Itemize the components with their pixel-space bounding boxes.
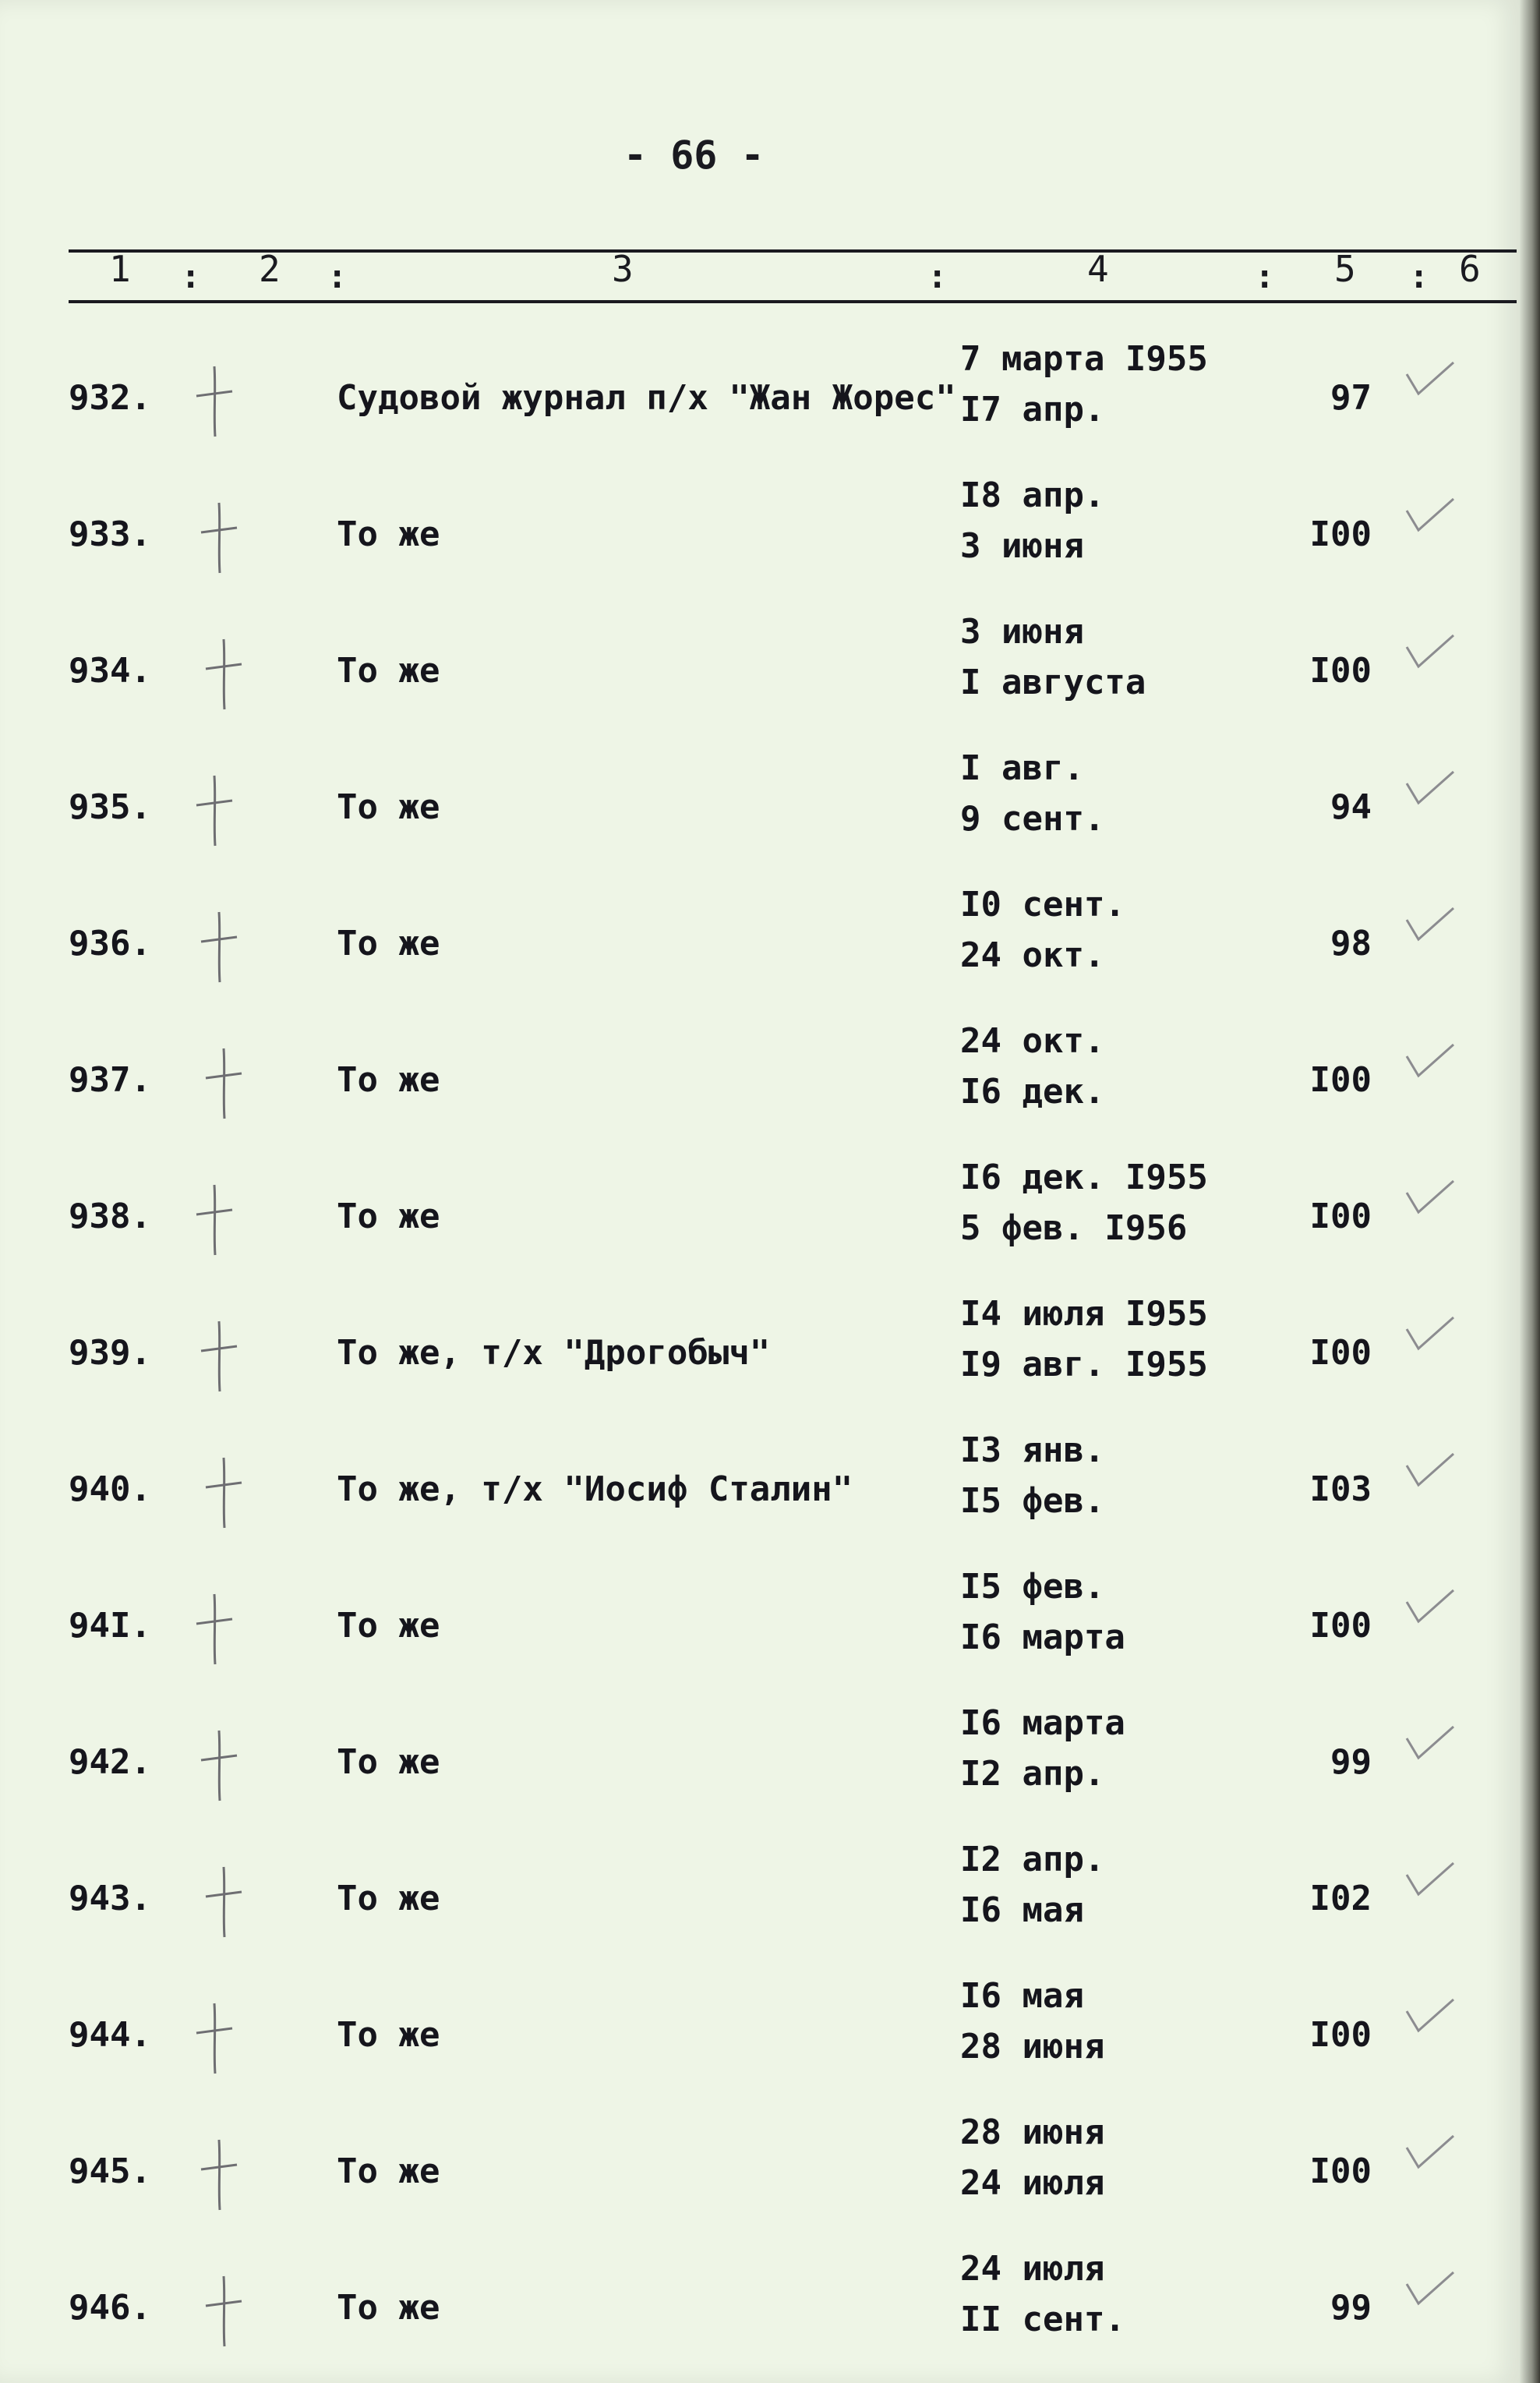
sheet-count: I00 bbox=[1309, 1197, 1372, 1236]
row-title: То же bbox=[337, 2015, 440, 2055]
row-title: То же bbox=[337, 1197, 440, 1236]
header-col-1: 1 bbox=[109, 248, 131, 290]
header-col-6: 6 bbox=[1459, 248, 1481, 290]
row-title: То же bbox=[337, 924, 440, 963]
checkmark-icon bbox=[1399, 487, 1461, 542]
header-separator: : bbox=[1255, 257, 1275, 295]
row-title: То же bbox=[337, 1742, 440, 1782]
table-row bbox=[0, 1017, 1520, 1150]
handwritten-cross-mark bbox=[179, 2132, 249, 2218]
date-to: 5 фев. I956 bbox=[960, 1208, 1188, 1248]
row-number: 943. bbox=[69, 1879, 151, 1918]
table-row bbox=[0, 1699, 1520, 1832]
table-row bbox=[0, 1290, 1520, 1423]
sheet-count: 99 bbox=[1330, 2288, 1372, 2328]
handwritten-cross-mark bbox=[179, 359, 249, 444]
table-row bbox=[0, 1427, 1520, 1559]
handwritten-cross-mark bbox=[179, 2268, 249, 2354]
header-col-4: 4 bbox=[1087, 248, 1109, 290]
header-separator: : bbox=[327, 257, 348, 295]
date-from: I6 мая bbox=[960, 1976, 1084, 2016]
checkmark-icon bbox=[1399, 1579, 1461, 1633]
checkmark-icon bbox=[1399, 2261, 1461, 2315]
date-to: 9 сент. bbox=[960, 799, 1105, 839]
sheet-count: I00 bbox=[1309, 2015, 1372, 2055]
checkmark-icon bbox=[1399, 1306, 1461, 1360]
table-row bbox=[0, 881, 1520, 1013]
date-from: I0 сент. bbox=[960, 885, 1125, 925]
handwritten-cross-mark bbox=[179, 1859, 249, 1945]
date-from: 24 июля bbox=[960, 2249, 1105, 2289]
row-title: То же, т/х "Иосиф Сталин" bbox=[337, 1469, 853, 1509]
date-from: I6 дек. I955 bbox=[960, 1158, 1208, 1197]
sheet-count: 99 bbox=[1330, 1742, 1372, 1782]
row-number: 937. bbox=[69, 1060, 151, 1100]
row-number: 938. bbox=[69, 1197, 151, 1236]
date-from: I2 апр. bbox=[960, 1840, 1105, 1879]
table-row bbox=[0, 472, 1520, 604]
row-number: 942. bbox=[69, 1742, 151, 1782]
date-from: 7 марта I955 bbox=[960, 339, 1208, 379]
row-title: То же bbox=[337, 1606, 440, 1646]
row-title: То же bbox=[337, 651, 440, 691]
date-to: 28 июня bbox=[960, 2027, 1105, 2067]
checkmark-icon bbox=[1399, 1442, 1461, 1497]
row-title: То же bbox=[337, 1879, 440, 1918]
header-bottom-rule bbox=[69, 300, 1517, 303]
table-row bbox=[0, 2245, 1520, 2378]
date-to: I2 апр. bbox=[960, 1754, 1105, 1794]
row-number: 94I. bbox=[69, 1606, 151, 1646]
table-row bbox=[0, 744, 1520, 877]
sheet-count: 97 bbox=[1330, 378, 1372, 418]
row-title: То же, т/х "Дрогобыч" bbox=[337, 1333, 771, 1373]
row-number: 945. bbox=[69, 2151, 151, 2191]
sheet-count: I00 bbox=[1309, 1606, 1372, 1646]
table-row bbox=[0, 2109, 1520, 2241]
row-title: То же bbox=[337, 2151, 440, 2191]
date-from: I5 фев. bbox=[960, 1567, 1105, 1607]
row-title: То же bbox=[337, 1060, 440, 1100]
handwritten-cross-mark bbox=[179, 1041, 249, 1126]
page-number: - 66 - bbox=[623, 133, 765, 178]
handwritten-cross-mark bbox=[179, 495, 249, 581]
table-row bbox=[0, 608, 1520, 741]
header-separator: : bbox=[181, 257, 201, 295]
table-row bbox=[0, 1154, 1520, 1286]
row-title: То же bbox=[337, 2288, 440, 2328]
header-col-3: 3 bbox=[612, 248, 634, 290]
date-to: I9 авг. I955 bbox=[960, 1345, 1208, 1384]
date-from: 24 окт. bbox=[960, 1021, 1105, 1061]
handwritten-cross-mark bbox=[179, 1177, 249, 1263]
row-number: 940. bbox=[69, 1469, 151, 1509]
date-from: I8 апр. bbox=[960, 476, 1105, 515]
date-from: I авг. bbox=[960, 748, 1084, 788]
sheet-count: I00 bbox=[1309, 1333, 1372, 1373]
date-to: II сент. bbox=[960, 2300, 1125, 2339]
sheet-count: I02 bbox=[1309, 1879, 1372, 1918]
date-from: 3 июня bbox=[960, 612, 1084, 652]
header-col-5: 5 bbox=[1334, 248, 1356, 290]
date-to: 3 июня bbox=[960, 526, 1084, 566]
sheet-count: 98 bbox=[1330, 924, 1372, 963]
table-row bbox=[0, 335, 1520, 468]
table-row bbox=[0, 1972, 1520, 2105]
checkmark-icon bbox=[1399, 1851, 1461, 1906]
date-from: I6 марта bbox=[960, 1703, 1125, 1743]
page-edge bbox=[1520, 0, 1540, 2383]
date-to: I6 дек. bbox=[960, 1072, 1105, 1112]
row-number: 933. bbox=[69, 514, 151, 554]
handwritten-cross-mark bbox=[179, 1723, 249, 1808]
checkmark-icon bbox=[1399, 1169, 1461, 1224]
date-to: I7 апр. bbox=[960, 390, 1105, 430]
header-top-rule bbox=[69, 249, 1517, 253]
table-row bbox=[0, 1563, 1520, 1695]
handwritten-cross-mark bbox=[179, 631, 249, 717]
date-from: I3 янв. bbox=[960, 1430, 1105, 1470]
checkmark-icon bbox=[1399, 624, 1461, 678]
row-number: 946. bbox=[69, 2288, 151, 2328]
date-to: I августа bbox=[960, 663, 1146, 702]
row-number: 932. bbox=[69, 378, 151, 418]
header-col-2: 2 bbox=[259, 248, 281, 290]
date-from: I4 июля I955 bbox=[960, 1294, 1208, 1334]
checkmark-icon bbox=[1399, 1715, 1461, 1770]
checkmark-icon bbox=[1399, 1033, 1461, 1087]
sheet-count: I00 bbox=[1309, 2151, 1372, 2191]
handwritten-cross-mark bbox=[179, 768, 249, 854]
row-title: То же bbox=[337, 514, 440, 554]
row-number: 939. bbox=[69, 1333, 151, 1373]
handwritten-cross-mark bbox=[179, 1996, 249, 2081]
row-number: 935. bbox=[69, 787, 151, 827]
handwritten-cross-mark bbox=[179, 1450, 249, 1536]
header-separator: : bbox=[1409, 257, 1429, 295]
sheet-count: 94 bbox=[1330, 787, 1372, 827]
date-to: I6 мая bbox=[960, 1890, 1084, 1930]
row-number: 944. bbox=[69, 2015, 151, 2055]
date-from: 28 июня bbox=[960, 2113, 1105, 2152]
date-to: 24 июля bbox=[960, 2163, 1105, 2203]
row-number: 934. bbox=[69, 651, 151, 691]
checkmark-icon bbox=[1399, 760, 1461, 815]
checkmark-icon bbox=[1399, 1988, 1461, 2042]
date-to: I6 марта bbox=[960, 1618, 1125, 1657]
sheet-count: I00 bbox=[1309, 514, 1372, 554]
handwritten-cross-mark bbox=[179, 1586, 249, 1672]
date-to: I5 фев. bbox=[960, 1481, 1105, 1521]
date-to: 24 окт. bbox=[960, 935, 1105, 975]
row-title: То же bbox=[337, 787, 440, 827]
handwritten-cross-mark bbox=[179, 1313, 249, 1399]
checkmark-icon bbox=[1399, 896, 1461, 951]
handwritten-cross-mark bbox=[179, 904, 249, 990]
checkmark-icon bbox=[1399, 2124, 1461, 2179]
row-title: Судовой журнал п/х "Жан Жорес" bbox=[337, 378, 956, 418]
table-row bbox=[0, 1836, 1520, 1968]
checkmark-icon bbox=[1399, 351, 1461, 405]
sheet-count: I00 bbox=[1309, 651, 1372, 691]
sheet-count: I03 bbox=[1309, 1469, 1372, 1509]
row-number: 936. bbox=[69, 924, 151, 963]
sheet-count: I00 bbox=[1309, 1060, 1372, 1100]
header-separator: : bbox=[927, 257, 948, 295]
